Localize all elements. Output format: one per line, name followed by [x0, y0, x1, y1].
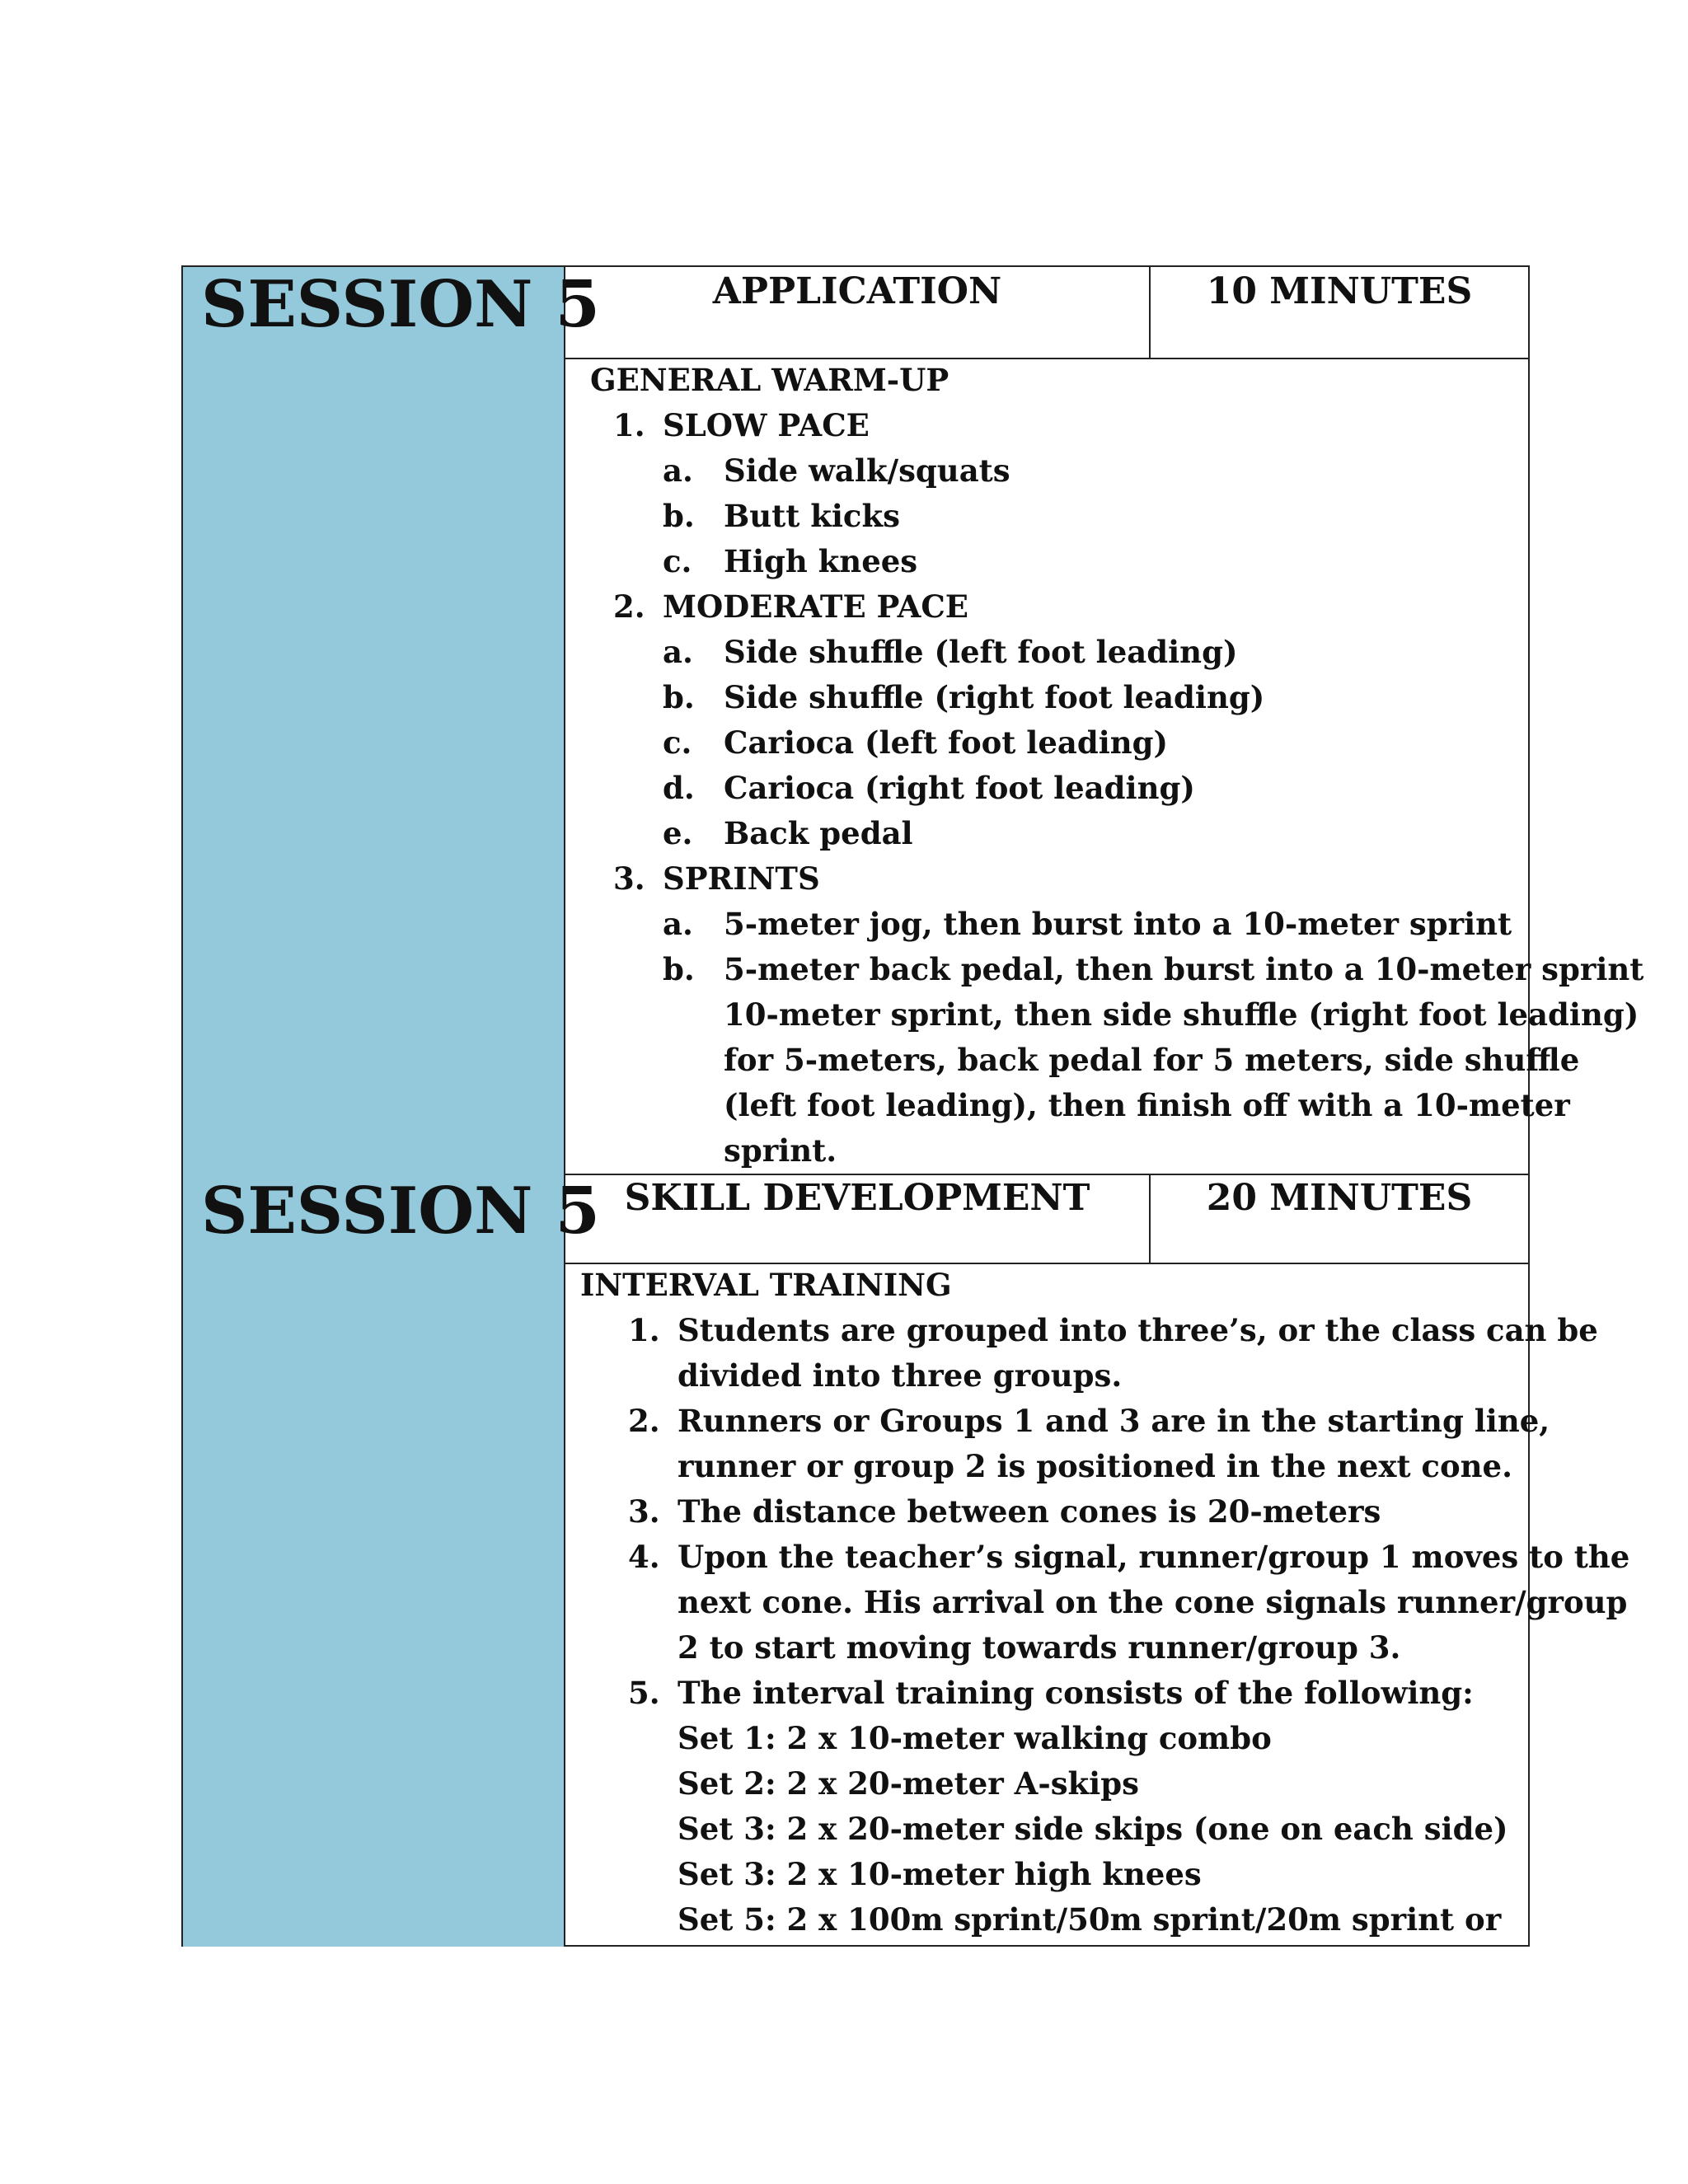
sub-item-line: 10-meter sprint, then side shuffle (right foot leading)	[724, 996, 1639, 1033]
list-item: MODERATE PACE	[663, 588, 969, 625]
interval-content	[565, 1264, 1630, 1947]
sub-item: Back pedal	[724, 815, 913, 851]
session-table	[181, 265, 1644, 1947]
set-item: Set 5: 2 x 100m sprint/50m sprint/20m sprint or	[678, 1901, 1502, 1938]
sub-letter: a.	[663, 452, 693, 489]
sub-letter: b.	[663, 498, 695, 534]
list-item-line: Upon the teacher’s signal, runner/group 1 moves to the	[678, 1539, 1630, 1575]
sub-letter: a.	[663, 906, 693, 942]
sub-item: Side shuffle (left foot leading)	[724, 634, 1238, 670]
sub-item: Carioca (right foot leading)	[724, 770, 1195, 806]
sub-item: Side shuffle (right foot leading)	[724, 679, 1265, 715]
activity-duration: 20 MINUTES	[1206, 1177, 1473, 1219]
sub-letter: d.	[663, 770, 695, 806]
list-number: 5.	[628, 1675, 660, 1711]
sub-letter: c.	[663, 543, 692, 579]
set-item: Set 3: 2 x 10-meter high knees	[678, 1856, 1202, 1892]
list-item-line: 2 to start moving towards runner/group 3.	[678, 1629, 1401, 1666]
sub-item: Side walk/squats	[724, 452, 1010, 489]
activity-header: APPLICATION	[565, 267, 1151, 358]
sub-item-line: 5-meter back pedal, then burst into a 10-meter sprint	[724, 951, 1644, 987]
list-item-line: Students are grouped into three’s, or the class can be	[678, 1312, 1598, 1348]
sub-item-line: (left foot leading), then finish off with a 10-meter	[724, 1087, 1570, 1123]
list-item-line: The interval training consists of the following:	[678, 1675, 1474, 1711]
list-item-line: The distance between cones is 20-meters	[678, 1493, 1381, 1530]
activity-header-row	[565, 267, 1528, 359]
list-number: 4.	[628, 1539, 660, 1575]
session-label: SESSION 5	[201, 1174, 600, 1249]
section-title: INTERVAL TRAINING	[580, 1267, 952, 1303]
session-label-cell	[183, 1174, 600, 1947]
sub-item: 5-meter jog, then burst into a 10-meter sprint	[724, 906, 1512, 942]
activity-header: SKILL DEVELOPMENT	[565, 1174, 1151, 1263]
list-item: SLOW PACE	[663, 407, 870, 443]
sub-item: Carioca (left foot leading)	[724, 724, 1169, 761]
list-number: 2.	[613, 588, 645, 625]
sub-letter: e.	[663, 815, 693, 851]
list-item-line: divided into three groups.	[678, 1357, 1123, 1394]
list-number: 3.	[628, 1493, 660, 1530]
session-label: SESSION 5	[201, 267, 600, 342]
session-label-cell	[183, 267, 600, 1174]
sub-item: Butt kicks	[724, 498, 900, 534]
sub-letter: b.	[663, 951, 695, 987]
activity-duration: 10 MINUTES	[1206, 270, 1473, 312]
list-number: 1.	[613, 407, 645, 443]
sub-item-line: sprint.	[724, 1132, 837, 1169]
sub-item: High knees	[724, 543, 918, 579]
list-item-line: runner or group 2 is positioned in the next cone.	[678, 1448, 1512, 1484]
list-number: 2.	[628, 1403, 660, 1439]
sub-letter: b.	[663, 679, 695, 715]
set-item: Set 2: 2 x 20-meter A-skips	[678, 1765, 1139, 1802]
sub-letter: a.	[663, 634, 693, 670]
warmup-content	[565, 359, 1644, 1174]
list-number: 1.	[628, 1312, 660, 1348]
list-item-line: Runners or Groups 1 and 3 are in the starting line,	[678, 1403, 1550, 1439]
list-item: SPRINTS	[663, 860, 820, 897]
section-title: GENERAL WARM-UP	[590, 362, 950, 398]
sub-letter: c.	[663, 724, 692, 761]
list-item-line: next cone. His arrival on the cone signals runner/group	[678, 1584, 1628, 1620]
set-item: Set 1: 2 x 10-meter walking combo	[678, 1720, 1272, 1756]
set-item: Set 3: 2 x 20-meter side skips (one on each side)	[678, 1811, 1508, 1847]
activity-header-row	[565, 1174, 1528, 1264]
sub-item-line: for 5-meters, back pedal for 5 meters, side shuffle	[724, 1042, 1580, 1078]
list-number: 3.	[613, 860, 645, 897]
